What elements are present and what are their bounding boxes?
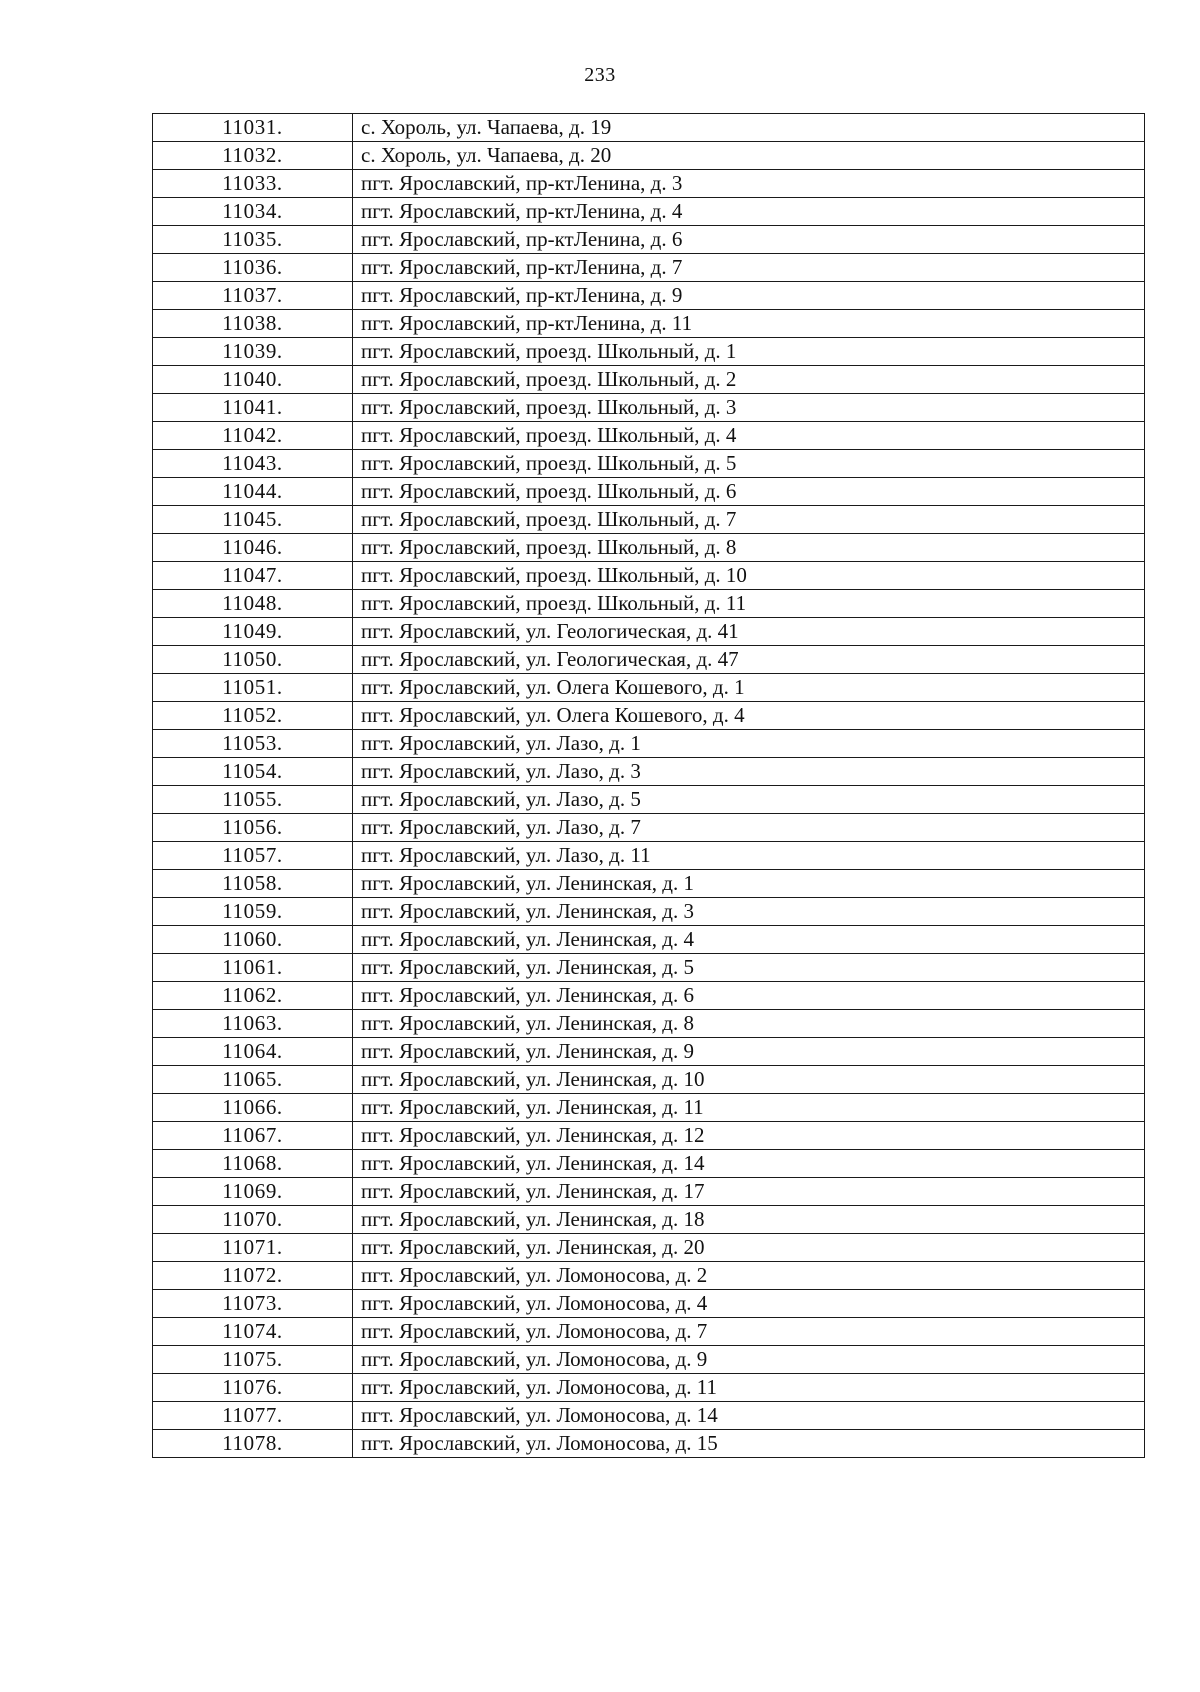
table-row [153,254,1145,282]
address-cell: пгт. Ярославский, ул. Ленинская, д. 1 [353,870,1145,898]
row-number-cell: 11071. [153,1234,353,1262]
row-number-cell: 11048. [153,590,353,618]
table-row [153,1290,1145,1318]
row-number-cell: 11051. [153,674,353,702]
row-number-cell: 11044. [153,478,353,506]
address-cell: пгт. Ярославский, ул. Ленинская, д. 8 [353,1010,1145,1038]
address-cell: пгт. Ярославский, ул. Ленинская, д. 9 [353,1038,1145,1066]
address-cell: пгт. Ярославский, ул. Олега Кошевого, д. 4 [353,702,1145,730]
table-row [153,534,1145,562]
table-row [153,1374,1145,1402]
row-number-cell: 11070. [153,1206,353,1234]
address-cell: пгт. Ярославский, ул. Лазо, д. 7 [353,814,1145,842]
row-number-cell: 11037. [153,282,353,310]
address-cell: пгт. Ярославский, ул. Ленинская, д. 17 [353,1178,1145,1206]
table-row [153,954,1145,982]
row-number-cell: 11040. [153,366,353,394]
address-table-body [153,114,1145,1458]
table-row [153,170,1145,198]
row-number-cell: 11045. [153,506,353,534]
table-row [153,1010,1145,1038]
page-number: 233 [584,64,616,86]
address-cell: пгт. Ярославский, проезд. Школьный, д. 7 [353,506,1145,534]
address-cell: пгт. Ярославский, пр-ктЛенина, д. 11 [353,310,1145,338]
row-number-cell: 11076. [153,1374,353,1402]
address-cell: пгт. Ярославский, ул. Ломоносова, д. 2 [353,1262,1145,1290]
address-cell: пгт. Ярославский, проезд. Школьный, д. 3 [353,394,1145,422]
table-row [153,198,1145,226]
table-row [153,1262,1145,1290]
address-cell: пгт. Ярославский, ул. Ломоносова, д. 11 [353,1374,1145,1402]
address-cell: пгт. Ярославский, проезд. Школьный, д. 6 [353,478,1145,506]
row-number-cell: 11046. [153,534,353,562]
row-number-cell: 11069. [153,1178,353,1206]
address-cell: пгт. Ярославский, ул. Геологическая, д. 41 [353,618,1145,646]
row-number-cell: 11043. [153,450,353,478]
table-row [153,674,1145,702]
address-cell: пгт. Ярославский, ул. Ломоносова, д. 15 [353,1430,1145,1458]
row-number-cell: 11039. [153,338,353,366]
table-row [153,702,1145,730]
row-number-cell: 11053. [153,730,353,758]
address-cell: пгт. Ярославский, ул. Ленинская, д. 4 [353,926,1145,954]
table-row [153,422,1145,450]
table-row [153,394,1145,422]
table-row [153,1066,1145,1094]
address-table [152,113,1145,1458]
row-number-cell: 11047. [153,562,353,590]
address-cell: пгт. Ярославский, проезд. Школьный, д. 2 [353,366,1145,394]
table-row [153,142,1145,170]
address-cell: пгт. Ярославский, проезд. Школьный, д. 10 [353,562,1145,590]
row-number-cell: 11066. [153,1094,353,1122]
address-table-container [152,113,1144,1458]
row-number-cell: 11065. [153,1066,353,1094]
address-cell: пгт. Ярославский, ул. Ленинская, д. 10 [353,1066,1145,1094]
address-cell: пгт. Ярославский, пр-ктЛенина, д. 7 [353,254,1145,282]
table-row [153,1346,1145,1374]
row-number-cell: 11072. [153,1262,353,1290]
row-number-cell: 11058. [153,870,353,898]
table-row [153,758,1145,786]
table-row [153,1234,1145,1262]
row-number-cell: 11042. [153,422,353,450]
table-row [153,1094,1145,1122]
table-row [153,870,1145,898]
row-number-cell: 11052. [153,702,353,730]
row-number-cell: 11059. [153,898,353,926]
address-cell: пгт. Ярославский, пр-ктЛенина, д. 6 [353,226,1145,254]
row-number-cell: 11078. [153,1430,353,1458]
address-cell: с. Хороль, ул. Чапаева, д. 19 [353,114,1145,142]
table-row [153,1150,1145,1178]
address-cell: пгт. Ярославский, ул. Ленинская, д. 12 [353,1122,1145,1150]
row-number-cell: 11034. [153,198,353,226]
table-row [153,618,1145,646]
table-row [153,1178,1145,1206]
table-row [153,1206,1145,1234]
address-cell: с. Хороль, ул. Чапаева, д. 20 [353,142,1145,170]
row-number-cell: 11054. [153,758,353,786]
table-row [153,282,1145,310]
row-number-cell: 11033. [153,170,353,198]
address-cell: пгт. Ярославский, ул. Ленинская, д. 11 [353,1094,1145,1122]
table-row [153,1038,1145,1066]
table-row [153,562,1145,590]
row-number-cell: 11056. [153,814,353,842]
address-cell: пгт. Ярославский, проезд. Школьный, д. 11 [353,590,1145,618]
address-cell: пгт. Ярославский, ул. Геологическая, д. 47 [353,646,1145,674]
row-number-cell: 11074. [153,1318,353,1346]
row-number-cell: 11032. [153,142,353,170]
table-row [153,786,1145,814]
table-row [153,506,1145,534]
address-cell: пгт. Ярославский, ул. Ленинская, д. 5 [353,954,1145,982]
row-number-cell: 11041. [153,394,353,422]
row-number-cell: 11062. [153,982,353,1010]
row-number-cell: 11064. [153,1038,353,1066]
address-cell: пгт. Ярославский, ул. Лазо, д. 1 [353,730,1145,758]
table-row [153,366,1145,394]
row-number-cell: 11073. [153,1290,353,1318]
table-row [153,814,1145,842]
row-number-cell: 11061. [153,954,353,982]
row-number-cell: 11050. [153,646,353,674]
table-row [153,842,1145,870]
address-cell: пгт. Ярославский, ул. Ломоносова, д. 14 [353,1402,1145,1430]
table-row [153,730,1145,758]
row-number-cell: 11077. [153,1402,353,1430]
row-number-cell: 11060. [153,926,353,954]
table-row [153,1318,1145,1346]
row-number-cell: 11075. [153,1346,353,1374]
address-cell: пгт. Ярославский, ул. Ломоносова, д. 9 [353,1346,1145,1374]
table-row [153,1430,1145,1458]
table-row [153,646,1145,674]
address-cell: пгт. Ярославский, проезд. Школьный, д. 5 [353,450,1145,478]
address-cell: пгт. Ярославский, пр-ктЛенина, д. 3 [353,170,1145,198]
address-cell: пгт. Ярославский, ул. Олега Кошевого, д. 1 [353,674,1145,702]
row-number-cell: 11031. [153,114,353,142]
table-row [153,926,1145,954]
address-cell: пгт. Ярославский, ул. Ленинская, д. 20 [353,1234,1145,1262]
address-cell: пгт. Ярославский, проезд. Школьный, д. 1 [353,338,1145,366]
row-number-cell: 11067. [153,1122,353,1150]
table-row [153,478,1145,506]
row-number-cell: 11055. [153,786,353,814]
table-row [153,338,1145,366]
table-row [153,310,1145,338]
address-cell: пгт. Ярославский, ул. Ленинская, д. 14 [353,1150,1145,1178]
row-number-cell: 11068. [153,1150,353,1178]
row-number-cell: 11063. [153,1010,353,1038]
address-cell: пгт. Ярославский, ул. Ленинская, д. 6 [353,982,1145,1010]
table-row [153,1402,1145,1430]
address-cell: пгт. Ярославский, ул. Лазо, д. 3 [353,758,1145,786]
address-cell: пгт. Ярославский, ул. Лазо, д. 11 [353,842,1145,870]
address-cell: пгт. Ярославский, пр-ктЛенина, д. 4 [353,198,1145,226]
address-cell: пгт. Ярославский, ул. Ломоносова, д. 7 [353,1318,1145,1346]
address-cell: пгт. Ярославский, ул. Ленинская, д. 18 [353,1206,1145,1234]
address-cell: пгт. Ярославский, ул. Ломоносова, д. 4 [353,1290,1145,1318]
address-cell: пгт. Ярославский, ул. Лазо, д. 5 [353,786,1145,814]
row-number-cell: 11038. [153,310,353,338]
address-cell: пгт. Ярославский, проезд. Школьный, д. 8 [353,534,1145,562]
address-cell: пгт. Ярославский, проезд. Школьный, д. 4 [353,422,1145,450]
table-row [153,982,1145,1010]
table-row [153,898,1145,926]
row-number-cell: 11036. [153,254,353,282]
row-number-cell: 11049. [153,618,353,646]
table-row [153,226,1145,254]
table-row [153,590,1145,618]
row-number-cell: 11057. [153,842,353,870]
row-number-cell: 11035. [153,226,353,254]
table-row [153,114,1145,142]
address-cell: пгт. Ярославский, пр-ктЛенина, д. 9 [353,282,1145,310]
address-cell: пгт. Ярославский, ул. Ленинская, д. 3 [353,898,1145,926]
table-row [153,450,1145,478]
table-row [153,1122,1145,1150]
